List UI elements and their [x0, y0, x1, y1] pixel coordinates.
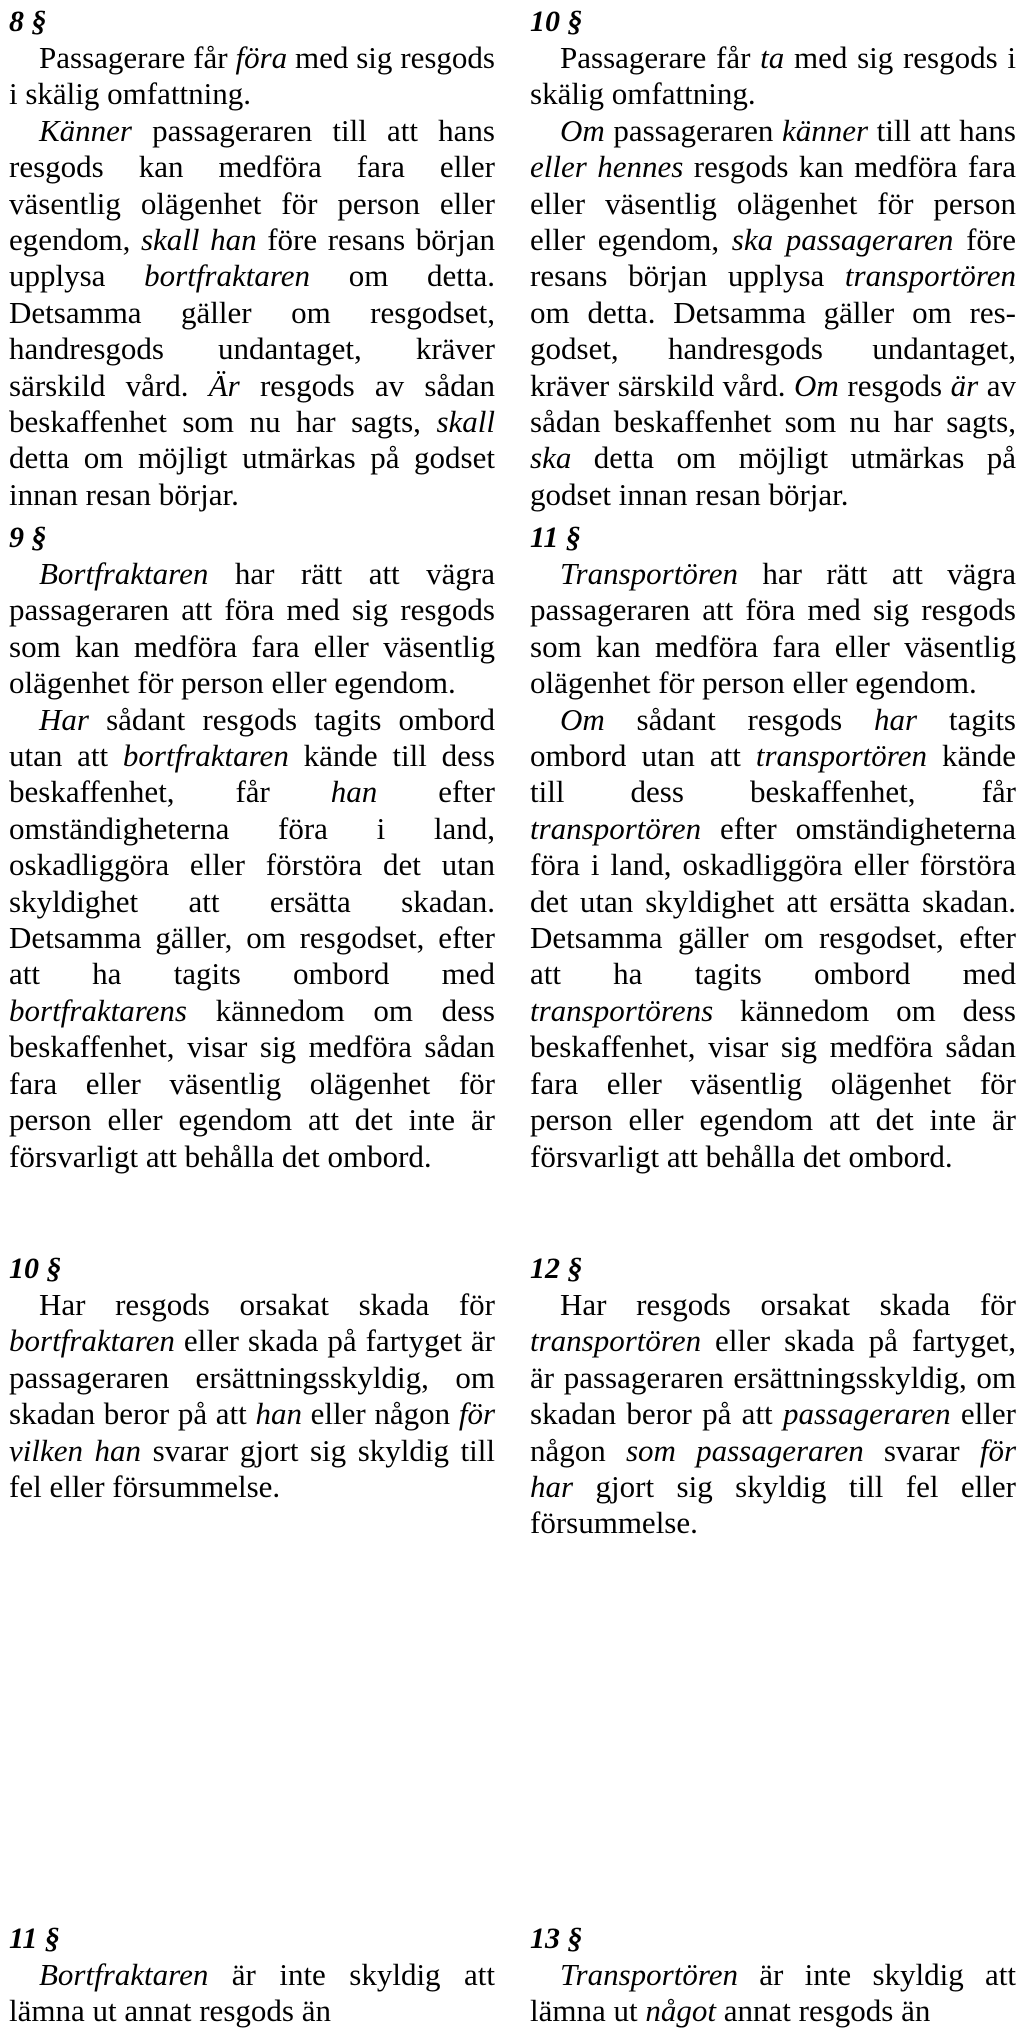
text-run: sådant resgods tagits ombord utan att — [9, 701, 495, 774]
text-run: eller skada på fartyget är passageraren ersättningsskyldig, om skadan beror på att — [9, 1323, 495, 1432]
text-run: passageraren — [604, 112, 782, 148]
paragraph — [530, 113, 1016, 513]
section-heading: 10 § — [530, 5, 583, 38]
text-run: med sig resgods i skälig omfattning. — [530, 40, 1017, 112]
italic-text: bortfraktarens — [9, 992, 187, 1028]
text-run: av sådan beskaffenhet som nu har sagts, — [530, 367, 1016, 440]
paragraph — [530, 40, 1016, 113]
paragraph — [530, 1287, 1016, 1542]
text-run: sådant resgods — [604, 701, 874, 737]
italic-text: transportören — [530, 1323, 702, 1359]
italic-text: är — [950, 367, 979, 403]
italic-text: transportören — [755, 738, 927, 774]
italic-text: transportörens — [530, 992, 714, 1028]
text-run: efter omständigheterna föra i land, oskadliggöra eller förstöra det utan skyldighet att ersätta skadan. Detsamma gäller om resgodset, efter att ha tagits ombord med — [530, 810, 1016, 992]
section-heading: 12 § — [530, 1252, 583, 1285]
italic-text: Känner — [39, 112, 132, 148]
italic-text: Bortfraktaren — [39, 1957, 209, 1992]
section-heading: 8 § — [9, 5, 47, 38]
italic-text: Transportören — [560, 1957, 739, 1992]
italic-text: något — [645, 1993, 716, 2029]
text-run: med sig resgods i skälig omfattning. — [9, 40, 495, 112]
section-heading: 9 § — [9, 521, 47, 554]
italic-text: bortfraktaren — [122, 738, 289, 774]
italic-text: för har — [530, 1432, 1017, 1505]
text-run: eller skada på fartyget, är passageraren ersättningsskyldig, om skadan beror på att — [530, 1323, 1016, 1432]
text-run: kände till dess beskaffenhet, får — [9, 738, 496, 810]
text-run: är inte skyldig att lämna ut annat resgods än — [9, 1957, 495, 2029]
text-run: detta om möjligt utmärkas på godset innan resan börjar. — [530, 440, 1016, 512]
paragraph — [9, 556, 495, 702]
italic-text: ska passageraren — [731, 222, 954, 258]
paragraph — [530, 702, 1016, 1175]
paragraph — [9, 702, 495, 1175]
section-heading: 13 § — [530, 1922, 583, 1955]
italic-text: transportören — [530, 810, 702, 846]
text-run: eller någon — [301, 1396, 459, 1432]
italic-text: för vilken han — [9, 1396, 496, 1468]
text-run: svarar gjort sig skyldig till fel eller försummelse. — [9, 1432, 495, 1505]
italic-text: bortfraktaren — [144, 258, 311, 294]
paragraph — [9, 113, 495, 513]
text-run: gjort sig skyldig till fel eller försummelse. — [530, 1469, 1016, 1541]
section-heading: 11 § — [530, 521, 581, 554]
paragraph — [9, 1287, 495, 1505]
text-run: har rätt att vägra passageraren att föra med sig resgods som kan medföra fara eller väsentlig olägenhet för person eller egendom. — [9, 556, 495, 701]
italic-text: bortfraktaren — [9, 1323, 175, 1359]
text-run: svarar — [863, 1432, 980, 1468]
italic-text: han — [330, 774, 378, 810]
text-run: resgods kan medföra fara eller väsentlig olägenhet för person eller egendom, — [530, 149, 1016, 258]
italic-text: Bortfraktaren — [39, 556, 209, 591]
text-run: kände till dess beskaffenhet, får — [530, 738, 1016, 810]
italic-text: skall — [436, 404, 495, 440]
text-run: tagits ombord utan att — [530, 701, 1016, 774]
text-run: har rätt att vägra passageraren att föra med sig resgods som kan medföra fara eller väsentlig olägenhet för person eller egendom. — [530, 556, 1016, 701]
section-heading: 11 § — [9, 1922, 60, 1955]
section-left-1 — [9, 4, 495, 513]
text-run: passageraren till att hans resgods kan medföra fara eller väsentlig olägenhet för person eller egendom, — [9, 112, 495, 258]
paragraph — [9, 1957, 495, 2030]
italic-text: eller hennes — [530, 149, 684, 185]
section-right-4 — [530, 1921, 1016, 2030]
section-heading: 10 § — [9, 1252, 62, 1285]
text-run: kännedom om dess beskaffenhet, visar sig medföra sådan fara eller väsentlig olägenhet för person eller egendom att det inte är försvarligt att behålla det ombord. — [9, 992, 495, 1174]
italic-text: han — [255, 1396, 302, 1432]
italic-text: Om — [560, 112, 605, 148]
italic-text: ta — [760, 40, 785, 75]
text-run: Har resgods orsakat skada för — [560, 1287, 1016, 1322]
paragraph — [530, 556, 1016, 702]
section-left-3 — [9, 1251, 495, 1505]
italic-text: passageraren — [782, 1396, 951, 1432]
italic-text: har — [873, 701, 918, 737]
italic-text: ska — [530, 440, 572, 476]
section-right-3 — [530, 1251, 1016, 1542]
italic-text: skall han — [140, 222, 257, 258]
section-right-2 — [530, 520, 1016, 1175]
paragraph — [9, 40, 495, 113]
italic-text: transportören — [844, 258, 1016, 294]
italic-text: som passageraren — [625, 1432, 864, 1468]
italic-text: Om — [794, 367, 839, 403]
section-right-1 — [530, 4, 1016, 513]
italic-text: Är — [208, 367, 240, 403]
text-run: kännedom om dess beskaffenhet, visar sig medföra sådan fara eller väsentlig olägenhet för person eller egendom att det inte är försvarligt att behålla det ombord. — [530, 992, 1016, 1174]
text-run: detta om möjligt utmärkas på godset innan resan börjar. — [9, 440, 495, 512]
text-run: före resans början upplysa — [9, 222, 495, 294]
text-run: till att hans — [868, 112, 1016, 148]
section-left-4 — [9, 1921, 495, 2030]
italic-text: Har — [39, 701, 89, 737]
text-run: Passagerare får — [560, 40, 761, 75]
text-run: om detta. Detsamma gäller om resgodset, handresgods undantaget, kräver särskild vård. — [530, 294, 1016, 403]
text-run: om detta. Detsamma gäller om resgodset, handresgods undantaget, kräver särskild vård. — [9, 258, 496, 403]
paragraph — [530, 1957, 1016, 2030]
text-run: Har resgods orsakat skada för — [39, 1287, 495, 1322]
italic-text: Transportören — [560, 556, 739, 591]
text-run: resgods av sådan beskaffenhet som nu har sagts, — [9, 367, 495, 440]
text-run: före resans början upplysa — [530, 222, 1016, 294]
text-run: efter omständigheterna föra i land, oskadliggöra eller förstöra det utan skyldighet att ersätta skadan. Detsamma gäller, om resgodset, efter att ha tagits ombord med — [9, 774, 495, 992]
italic-text: känner — [781, 112, 869, 148]
italic-text: Om — [560, 701, 605, 737]
italic-text: föra — [235, 40, 288, 75]
text-run: är inte skyldig att lämna ut — [530, 1957, 1016, 2029]
text-run: eller någon — [530, 1396, 1016, 1468]
section-left-2 — [9, 520, 495, 1175]
text-run: annat resgods än — [715, 1993, 931, 2029]
text-run: Passagerare får — [39, 40, 236, 75]
text-run: resgods — [838, 367, 951, 403]
